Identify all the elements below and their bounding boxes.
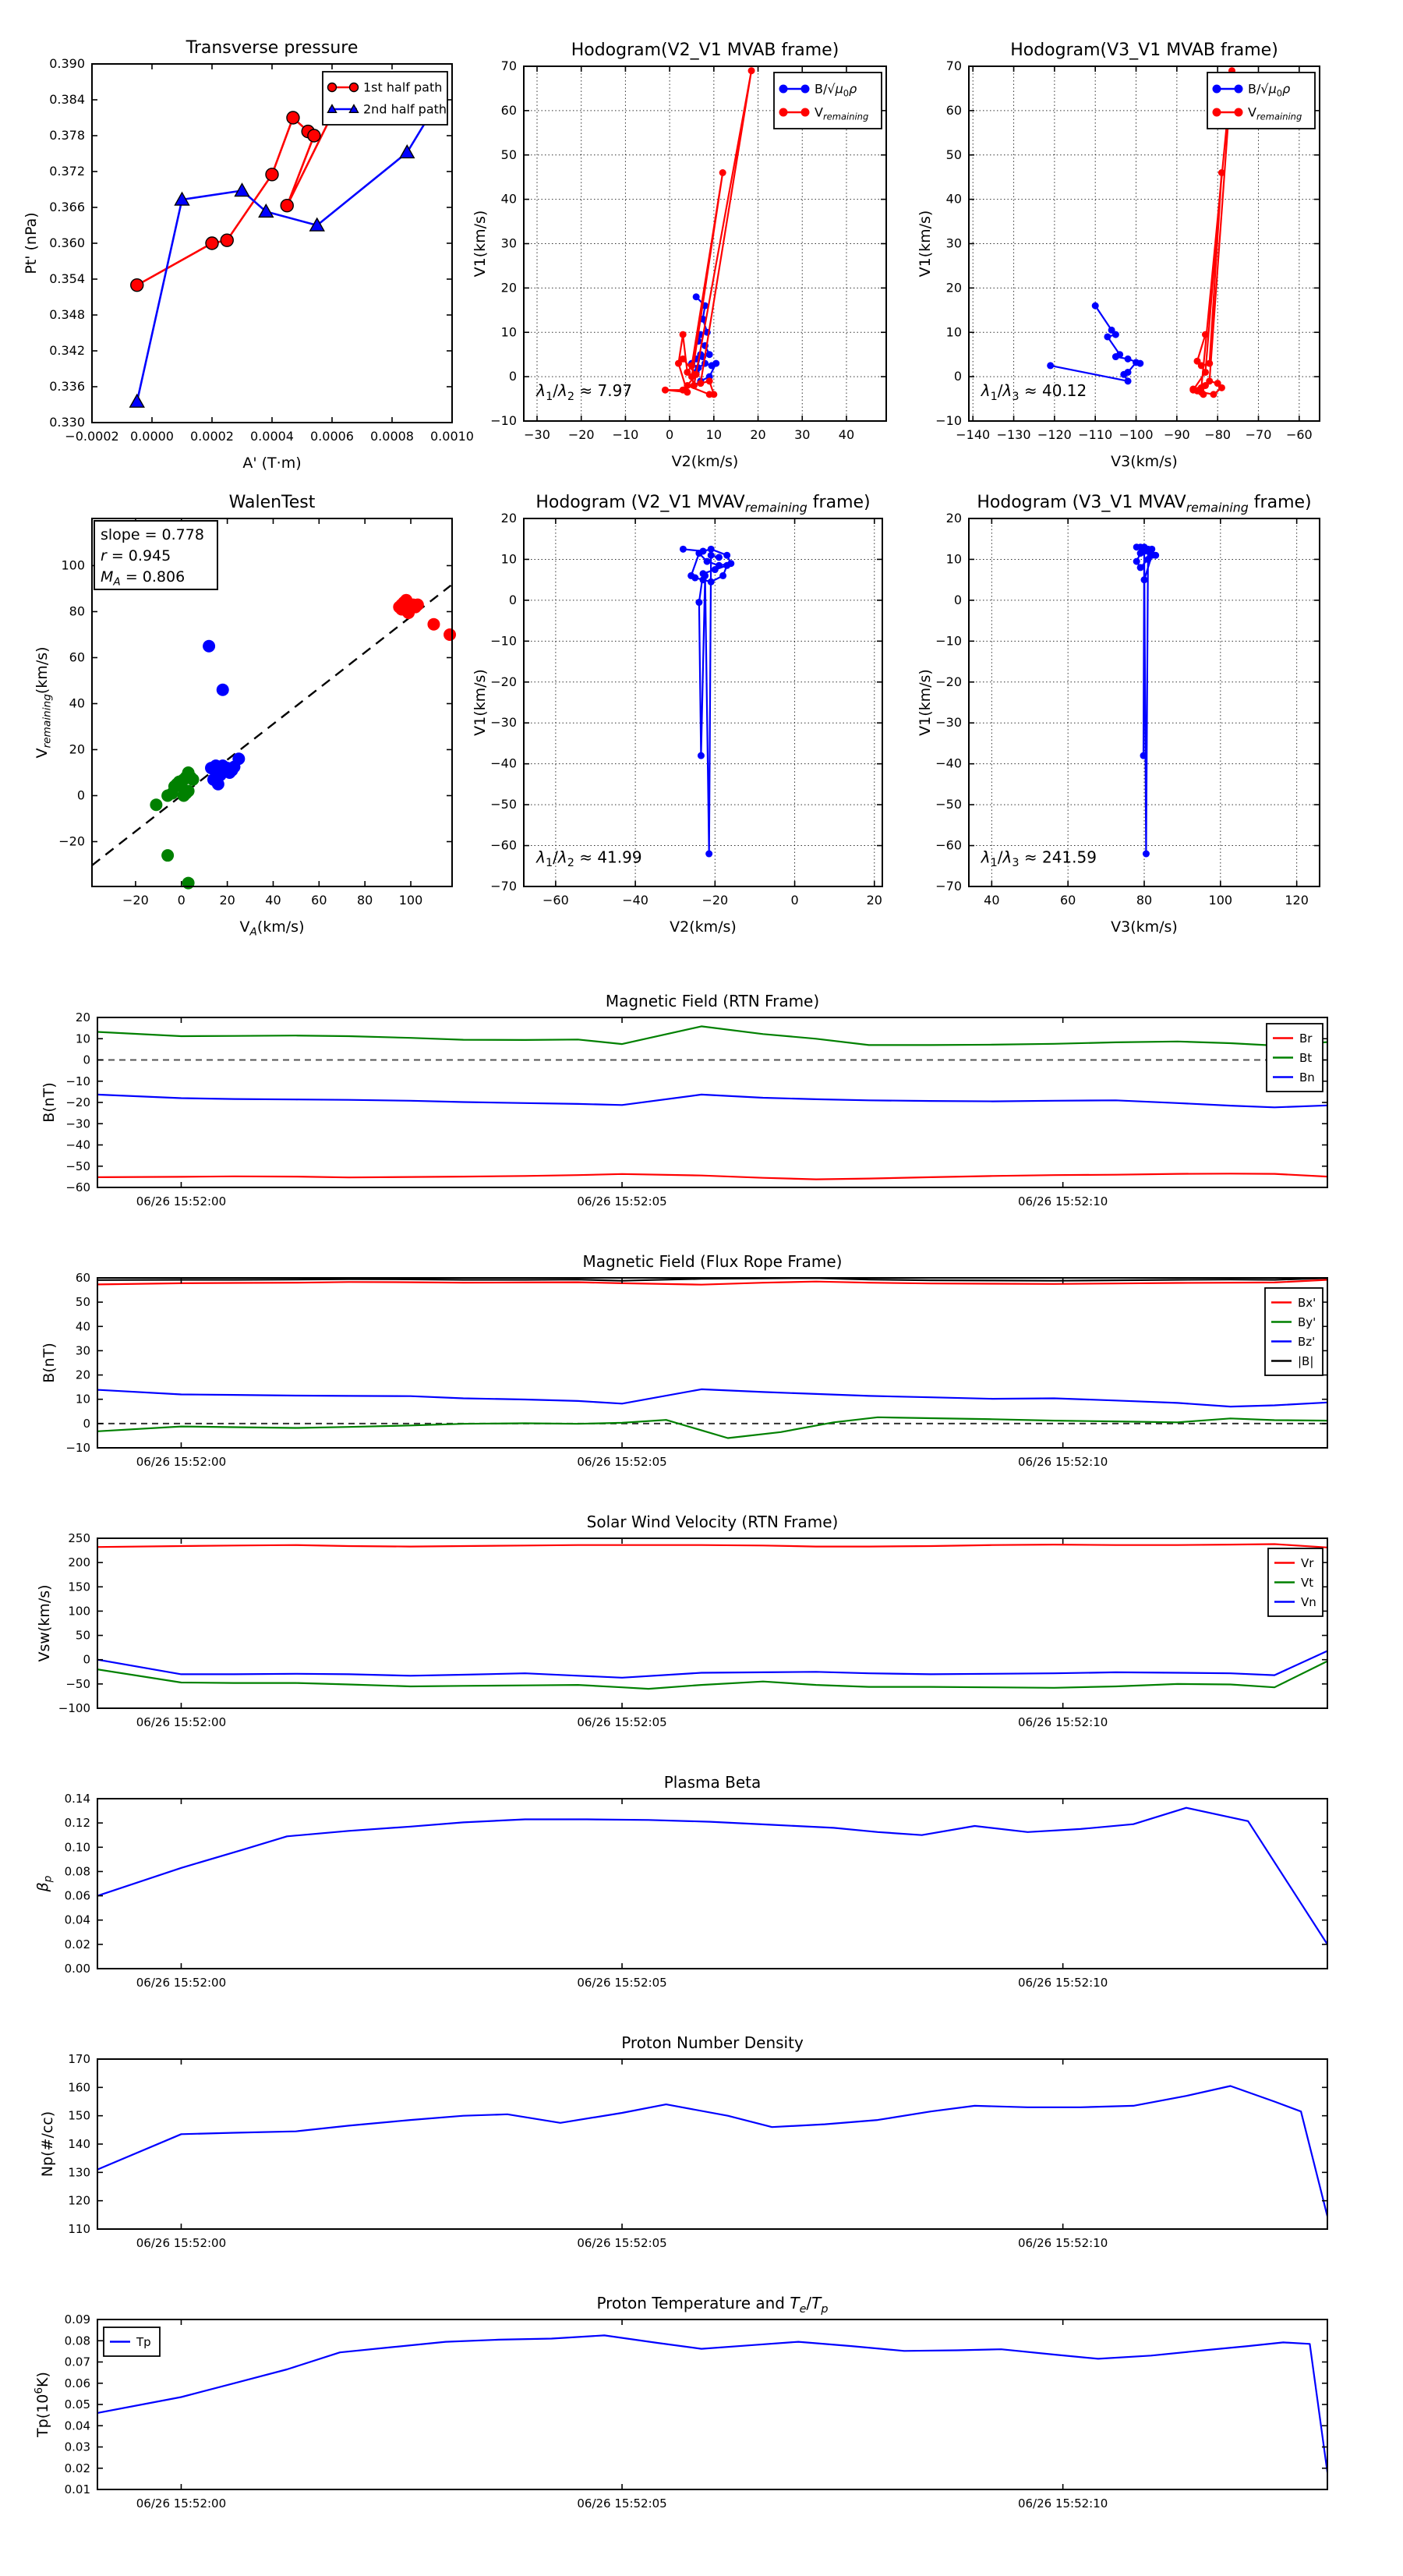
y-tick-label: 0.14 [64,1792,90,1806]
y-tick-label: 20 [75,1010,90,1024]
x-tick-label: 120 [1285,893,1309,908]
y-tick-label: 70 [945,58,962,73]
x-tick-label: 06/26 15:52:05 [577,2236,667,2250]
legend-label: Bn [1299,1070,1315,1085]
y-tick-label: 250 [68,1531,90,1545]
panel-title: Plasma Beta [663,1773,762,1792]
y-tick-label: 0 [508,592,517,607]
y-tick-label: 160 [68,2080,90,2095]
y-tick-label: 60 [75,1271,90,1285]
x-tick-label: 0 [177,893,186,908]
y-tick-label: 60 [500,102,517,118]
x-tick-label: 06/26 15:52:05 [577,1194,667,1208]
y-tick-label: 0.00 [64,1962,90,1976]
x-tick-label: 06/26 15:52:10 [1017,1976,1108,1990]
x-axis-label: V2(km/s) [670,918,737,936]
y-tick-label: 0.06 [64,2376,90,2390]
y-tick-label: −10 [65,1441,90,1455]
x-tick-label: −60 [542,893,569,908]
legend-label: 2nd half path [363,101,447,117]
y-tick-label: −60 [490,837,517,853]
y-tick-label: 30 [945,235,962,251]
y-tick-label: 0.342 [49,343,85,358]
y-tick-label: 0.08 [64,2334,90,2348]
x-tick-label: 80 [356,893,373,908]
y-tick-label: −50 [490,797,517,812]
x-tick-label: 06/26 15:52:00 [136,1976,227,1990]
x-tick-label: 0.0008 [370,429,414,444]
x-tick-label: −120 [1037,427,1072,442]
y-tick-label: 0 [83,1416,90,1431]
y-tick-label: −40 [65,1138,90,1152]
y-tick-label: −20 [58,833,85,849]
panel-title: Proton Temperature and $T_e/T_p$ [596,2294,829,2316]
y-tick-label: −20 [490,674,517,689]
y-tick-label: −40 [490,755,517,771]
x-tick-label: 0 [790,893,799,908]
y-tick-label: 130 [68,2165,90,2180]
y-tick-label: 0.02 [64,2461,90,2475]
x-tick-label: 100 [1208,893,1233,908]
y-tick-label: 0.378 [49,128,85,143]
y-axis-label: V1(km/s) [472,669,489,736]
x-axis-label: V3(km/s) [1111,453,1178,470]
y-tick-label: −50 [65,1676,90,1691]
annotation: $\lambda_1/\lambda_2 \approx 41.99$ [536,847,642,870]
y-tick-label: 0.384 [49,92,85,107]
x-axis-label: $V_A(km/s)$ [239,918,305,939]
y-tick-label: −30 [490,715,517,731]
annotation: $\lambda_1/\lambda_3 \approx 40.12$ [981,381,1087,403]
x-tick-label: 40 [265,893,281,908]
legend-label: Tp [136,2335,151,2349]
panel-title: Transverse pressure [186,38,359,58]
legend-label: Bx' [1298,1296,1316,1310]
stats-line: slope = 0.778 [101,526,204,543]
x-tick-label: 06/26 15:52:10 [1017,2496,1108,2511]
x-tick-label: 06/26 15:52:05 [577,1976,667,1990]
x-tick-label: −140 [956,427,991,442]
y-tick-label: 50 [500,147,517,162]
y-tick-label: 10 [500,551,517,567]
y-tick-label: 0.390 [49,56,85,71]
y-tick-label: 0.06 [64,1888,90,1903]
x-tick-label: 60 [1059,893,1076,908]
y-tick-label: 20 [75,1368,90,1382]
panel-title: WalenTest [228,493,316,512]
legend-label: |B| [1298,1354,1314,1368]
annotation: $\lambda_1/\lambda_3 \approx 241.59$ [981,847,1097,870]
y-tick-label: 60 [69,649,85,665]
y-axis-label: B(nT) [41,1082,58,1123]
panel-title: Hodogram(V2_V1 MVAB frame) [571,41,839,60]
y-tick-label: 0 [953,592,962,607]
y-tick-label: 100 [68,1604,90,1619]
x-tick-label: 20 [219,893,235,908]
x-tick-label: −130 [996,427,1031,442]
y-tick-label: 0.05 [64,2397,90,2411]
y-tick-label: 40 [75,1319,90,1334]
y-tick-label: 100 [61,557,85,573]
y-axis-label: V1(km/s) [917,669,934,736]
y-tick-label: 0 [83,1053,90,1067]
y-tick-label: −100 [58,1701,90,1715]
y-tick-label: 0.07 [64,2355,90,2369]
y-tick-label: 0 [508,369,517,384]
y-tick-label: 150 [68,1580,90,1594]
legend-label: Vt [1301,1576,1314,1590]
y-tick-label: 120 [68,2193,90,2208]
legend-label: Bt [1299,1051,1313,1065]
y-tick-label: 0.03 [64,2440,90,2454]
x-tick-label: −90 [1163,427,1190,442]
panel-title: Hodogram (V3_V1 $MVAV_{remaining}$ frame) [977,493,1312,515]
y-tick-label: 0.04 [64,1913,90,1927]
panel-title: Proton Number Density [621,2033,804,2052]
y-tick-label: 20 [500,511,517,525]
y-tick-label: 60 [945,102,962,118]
x-tick-label: 06/26 15:52:05 [577,1455,667,1469]
x-tick-label: −20 [702,893,729,908]
y-axis-label: $V_{remaining}(km/s)$ [34,646,54,759]
y-tick-label: 0.08 [64,1864,90,1879]
y-tick-label: 200 [68,1555,90,1570]
x-tick-label: 06/26 15:52:05 [577,1715,667,1729]
x-tick-label: 20 [866,893,882,908]
y-tick-label: 0.02 [64,1937,90,1951]
x-tick-label: 10 [705,427,723,442]
y-tick-label: 20 [69,741,85,757]
y-tick-label: −10 [935,633,962,649]
y-tick-label: −10 [490,633,517,649]
y-tick-label: 0 [83,1652,90,1667]
x-tick-label: −100 [1119,427,1154,442]
y-tick-label: −70 [490,879,517,893]
y-tick-label: 0.372 [49,164,85,179]
y-tick-label: 0.10 [64,1840,90,1855]
y-tick-label: 20 [945,511,962,525]
panel-title: Magnetic Field (RTN Frame) [605,992,820,1010]
x-tick-label: 0 [666,427,674,442]
x-axis-label: V2(km/s) [671,453,739,470]
y-tick-label: 50 [75,1628,90,1643]
y-tick-label: −30 [935,715,962,731]
legend-label: Bz' [1298,1335,1316,1349]
legend-label: $B/√\mu_0\rho$ [815,81,857,99]
y-tick-label: 10 [500,324,517,340]
y-tick-label: 110 [68,2222,90,2236]
y-tick-label: 10 [75,1392,90,1407]
y-tick-label: −40 [935,755,962,771]
x-tick-label: 06/26 15:52:10 [1017,1194,1108,1208]
x-tick-label: 0.0010 [430,429,474,444]
y-tick-label: 40 [69,695,85,711]
y-tick-label: 40 [500,191,517,207]
x-tick-label: −0.0002 [65,429,119,444]
legend-label: Vr [1301,1556,1314,1570]
y-tick-label: −20 [65,1095,90,1109]
y-tick-label: 0.12 [64,1816,90,1831]
y-tick-label: 0.366 [49,200,85,214]
x-tick-label: −60 [1285,427,1313,442]
x-tick-label: 0.0000 [130,429,174,444]
x-tick-label: 20 [750,427,766,442]
x-tick-label: −10 [612,427,639,442]
y-tick-label: 170 [68,2052,90,2066]
x-tick-label: 06/26 15:52:00 [136,2496,227,2511]
y-tick-label: 30 [75,1343,90,1358]
y-tick-label: 10 [945,324,962,340]
y-tick-label: 70 [500,58,517,73]
x-tick-label: −70 [1245,427,1272,442]
x-tick-label: 06/26 15:52:00 [136,1455,227,1469]
x-tick-label: −40 [622,893,648,908]
y-axis-label: Vsw(km/s) [36,1584,53,1662]
y-axis-label: $\beta_p$ [34,1875,55,1892]
y-tick-label: 50 [75,1295,90,1310]
x-tick-label: 30 [794,427,811,442]
x-tick-label: 40 [838,427,855,442]
y-tick-label: 0.360 [49,235,85,250]
x-tick-label: 06/26 15:52:00 [136,1715,227,1729]
panel-title: Solar Wind Velocity (RTN Frame) [586,1513,839,1531]
y-axis-label: Np(#/cc) [39,2111,56,2178]
x-axis-label: V3(km/s) [1111,918,1178,936]
legend-label: 1st half path [363,80,443,95]
y-axis-label: B(nT) [41,1343,58,1383]
y-tick-label: −60 [935,837,962,853]
legend-label: $V_{remaining}$ [1248,104,1302,122]
y-tick-label: 0.09 [64,2312,90,2327]
y-tick-label: 80 [69,603,85,619]
y-tick-label: −50 [65,1159,90,1173]
legend-label: By' [1298,1315,1316,1329]
stats-line: r = 0.945 [101,547,171,564]
y-axis-label: $Tp(10^6K)$ [32,2372,51,2437]
x-tick-label: 06/26 15:52:10 [1017,2236,1108,2250]
y-axis-label: V1(km/s) [472,210,489,278]
y-tick-label: −20 [935,674,962,689]
y-tick-label: 0 [953,369,962,384]
x-tick-label: 06/26 15:52:00 [136,2236,227,2250]
legend-label: $B/√\mu_0\rho$ [1248,81,1291,99]
x-tick-label: −110 [1078,427,1113,442]
y-tick-label: 10 [75,1031,90,1046]
y-tick-label: −10 [490,413,517,428]
stats-line: $M_A = 0.806$ [101,568,186,589]
x-tick-label: 0.0002 [190,429,234,444]
x-tick-label: 06/26 15:52:05 [577,2496,667,2511]
y-tick-label: 0.330 [49,415,85,430]
annotation: $\lambda_1/\lambda_2 \approx 7.97$ [536,381,633,403]
y-tick-label: −60 [65,1180,90,1194]
y-tick-label: 20 [945,280,962,295]
x-axis-label: A' (T·m) [242,455,302,472]
x-tick-label: 100 [398,893,423,908]
x-tick-label: 60 [311,893,327,908]
panel-title: Magnetic Field (Flux Rope Frame) [582,1252,843,1271]
y-tick-label: 0.348 [49,307,85,322]
y-axis-label: Pt' (nPa) [23,212,40,274]
y-tick-label: −10 [65,1074,90,1088]
x-tick-label: −30 [524,427,550,442]
legend-label: Br [1299,1031,1313,1046]
x-tick-label: 40 [984,893,1000,908]
x-tick-label: 0.0004 [250,429,294,444]
y-tick-label: 10 [945,551,962,567]
y-tick-label: 140 [68,2137,90,2151]
x-tick-label: 06/26 15:52:10 [1017,1455,1108,1469]
x-tick-label: −20 [567,427,595,442]
x-tick-label: 06/26 15:52:00 [136,1194,227,1208]
y-tick-label: −30 [65,1116,90,1131]
y-tick-label: 0.336 [49,379,85,394]
y-tick-label: 0 [76,787,85,803]
legend-label: $V_{remaining}$ [815,104,869,122]
y-tick-label: 150 [68,2108,90,2123]
y-tick-label: −10 [935,413,962,428]
panel-title: Hodogram(V3_V1 MVAB frame) [1010,41,1278,60]
legend-label: Vn [1301,1595,1316,1609]
y-tick-label: 40 [945,191,962,207]
x-tick-label: 80 [1136,893,1153,908]
x-tick-label: −80 [1204,427,1232,442]
x-tick-label: 0.0006 [310,429,354,444]
y-tick-label: 50 [945,147,962,162]
y-tick-label: 0.01 [64,2482,90,2496]
y-tick-label: 30 [500,235,517,251]
x-tick-label: 06/26 15:52:10 [1017,1715,1108,1729]
y-axis-label: V1(km/s) [917,210,934,278]
y-tick-label: 0.354 [49,271,85,286]
panel-title: Hodogram (V2_V1 $MVAV_{remaining}$ frame) [535,493,871,515]
x-tick-label: −20 [122,893,149,908]
y-tick-label: 20 [500,280,517,295]
y-tick-label: 0.04 [64,2419,90,2433]
y-tick-label: −70 [935,879,962,893]
y-tick-label: −50 [935,797,962,812]
